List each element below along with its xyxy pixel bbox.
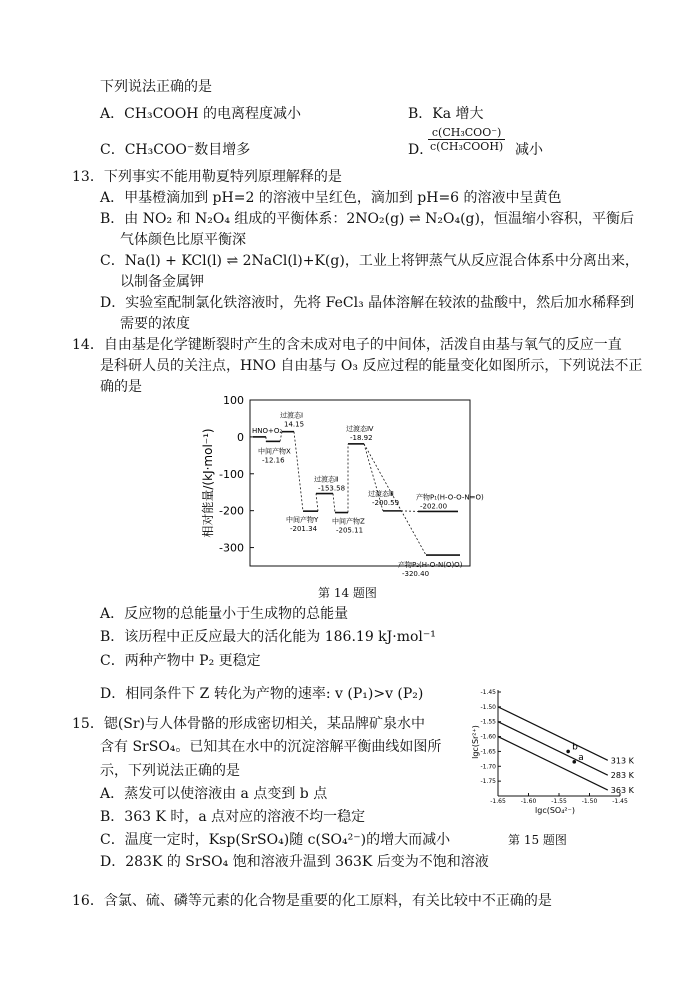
q14-stem-line3: 确的是 [100,379,142,395]
energy-connector [294,432,303,511]
energy-point-value: -18.92 [350,433,373,442]
ksp-series-line [498,737,608,790]
q15-stem-line3: 示，下列说法正确的是 [100,763,240,779]
q16-stem: 16．含氯、硫、磷等元素的化合物是重要的化工原料，有关比较中不正确的是 [72,893,552,909]
ksp-series-label: 313 K [610,756,634,766]
q13-option-c-line2: 以制备金属钾 [120,274,204,290]
energy-point-label: 中间产物Y [286,516,319,525]
energy-point-value: 14.15 [284,420,305,429]
ksp-x-axis-label: lgc(SO₄²⁻) [535,806,575,815]
energy-point-value: -201.34 [290,525,318,534]
q15-figure-caption: 第 15 题图 [508,833,567,847]
fraction-denominator: c(CH₃COOH) [430,140,504,153]
energy-point-label: 中间产物Z [332,517,365,526]
q12-option-b: B．Ka 增大 [408,106,484,122]
energy-point-label: HNO+O₂ [252,426,283,435]
q12-option-d-suffix: 减小 [515,142,543,158]
energy-connector [316,494,318,512]
energy-connector [401,511,418,512]
energy-y-tick-label: 100 [223,394,244,407]
ksp-y-tick-label: -1.65 [480,748,496,756]
ksp-x-ticks [490,793,628,805]
ksp-series-label: 283 K [610,771,634,781]
ksp-x-tick-label: -1.60 [520,798,537,805]
q15-option-c: C．温度一定时，Ksp(SrSO₄)随 c(SO₄²⁻)的增大而减小 [100,832,451,848]
energy-point-label: 中间产物X [258,447,291,456]
q14-stem-line1: 14．自由基是化学键断裂时产生的含未成对电子的中间体，活泼自由基与氧气的反应一直 [72,337,622,353]
q14-option-c: C．两种产物中 P₂ 更稳定 [100,653,261,669]
energy-point-value: -153.58 [318,484,346,493]
ksp-points [566,742,583,763]
q12-option-c: C．CH₃COO⁻数目增多 [100,142,251,158]
ksp-y-tick-label: -1.60 [480,733,496,741]
ksp-y-tick-label: -1.55 [480,718,496,726]
q12-option-d-fraction [428,126,505,153]
ksp-x-tick-label: -1.65 [490,798,506,805]
q13-option-a: A．甲基橙滴加到 pH=2 的溶液中呈红色，滴加到 pH=6 的溶液中呈黄色 [100,190,562,206]
energy-point-label: 产物P₁(H-O-O-N=O) [416,493,484,502]
ksp-point-label: b [572,742,578,753]
energy-point-value: -12.16 [262,456,285,465]
energy-point-value: -205.11 [336,526,364,535]
fraction-numerator: c(CH₃COO⁻) [431,126,502,139]
q12-option-a: A．CH₃COOH 的电离程度减小 [100,106,301,122]
q14-figure-caption: 第 14 题图 [318,586,377,600]
ksp-point-marker [572,760,576,764]
q13-option-d-line2: 需要的浓度 [120,316,190,332]
ksp-series-line [498,722,608,775]
ksp-y-tick-label: -1.50 [480,703,496,711]
ksp-y-tick-label: -1.45 [480,689,496,696]
energy-y-axis-label: 相对能量/(kJ·mol⁻¹) [201,428,215,538]
energy-point-label: 过渡态Ⅱ [314,475,339,484]
ksp-x-tick-label: -1.50 [581,798,598,805]
energy-y-tick-label: 0 [237,430,244,444]
energy-point-value: -200.59 [372,498,400,507]
energy-connector [333,494,335,513]
ksp-x-tick-label: -1.55 [551,798,567,805]
energy-y-ticks [219,394,254,555]
q15-stem-line2: 含有 SrSO₄。已知其在水中的沉淀溶解平衡曲线如图所 [100,739,442,755]
q12-option-d-prefix: D． [408,142,434,158]
energy-y-tick-label: -100 [219,467,244,481]
energy-point-value: -320.40 [402,570,430,579]
q14-option-d: D．相同条件下 Z 转化为产物的速率: v (P₁)>v (P₂) [100,686,424,702]
energy-point-labels [252,411,484,578]
ksp-series-line [498,707,608,760]
ksp-y-tick-label: -1.75 [480,778,496,786]
energy-y-tick-label: -300 [219,541,244,555]
ksp-series [498,707,635,795]
q14-option-b: B．该历程中正反应最大的活化能为 186.19 kJ·mol⁻¹ [100,629,436,645]
energy-point-value: -202.00 [420,502,448,511]
q13-stem: 13．下列事实不能用勒夏特列原理解释的是 [72,169,342,185]
q12-stem: 下列说法正确的是 [100,79,212,95]
q13-option-b-line2: 气体颜色比原平衡深 [120,232,246,248]
ksp-point-label: a [578,752,584,763]
energy-point-label: 过渡态Ⅰ [280,411,304,420]
q15-option-b: B．363 K 时，a 点对应的溶液不均一稳定 [100,809,366,825]
energy-point-label: 产物P₂(H-O-N(O)O) [398,561,463,570]
q13-option-d-line1: D．实验室配制氯化铁溶液时，先将 FeCl₃ 晶体溶解在较浓的盐酸中，然后加水稀释到 [100,295,635,311]
ksp-y-axis-label: lgc(Sr²⁺) [471,725,480,759]
ksp-point-marker [566,750,570,754]
q13-option-c-line1: C．Na(l) + KCl(l) ⇌ 2NaCl(l)+K(g)，工业上将钾蒸气从反应混合体系中分离出来， [100,253,639,269]
q15-stem-line1: 15．锶(Sr)与人体骨骼的形成密切相关，某品牌矿泉水中 [72,716,426,732]
ksp-series-label: 363 K [610,786,634,796]
q13-option-b-line1: B．由 NO₂ 和 N₂O₄ 组成的平衡体系：2NO₂(g) ⇌ N₂O₄(g)，恒温缩小容积，平衡后 [100,211,634,227]
q15-option-a: A．蒸发可以使溶液由 a 点变到 b 点 [100,786,328,802]
q14-option-a: A．反应物的总能量小于生成物的总能量 [100,606,349,622]
energy-point-label: 过渡态Ⅲ [368,489,394,498]
ksp-x-tick-label: -1.45 [612,798,628,805]
ksp-y-tick-label: -1.70 [480,763,496,771]
solubility-chart [470,684,634,815]
q14-stem-line2: 是科研人员的关注点，HNO 自由基与 O₃ 反应过程的能量变化如图所示，下列说法不正 [100,358,643,374]
energy-y-tick-label: -200 [219,504,244,518]
energy-point-label: 过渡态Ⅳ [346,424,374,433]
energy-diagram [198,392,484,579]
q15-option-d: D．283K 的 SrSO₄ 饱和溶液升温到 363K 后变为不饱和溶液 [100,854,489,870]
